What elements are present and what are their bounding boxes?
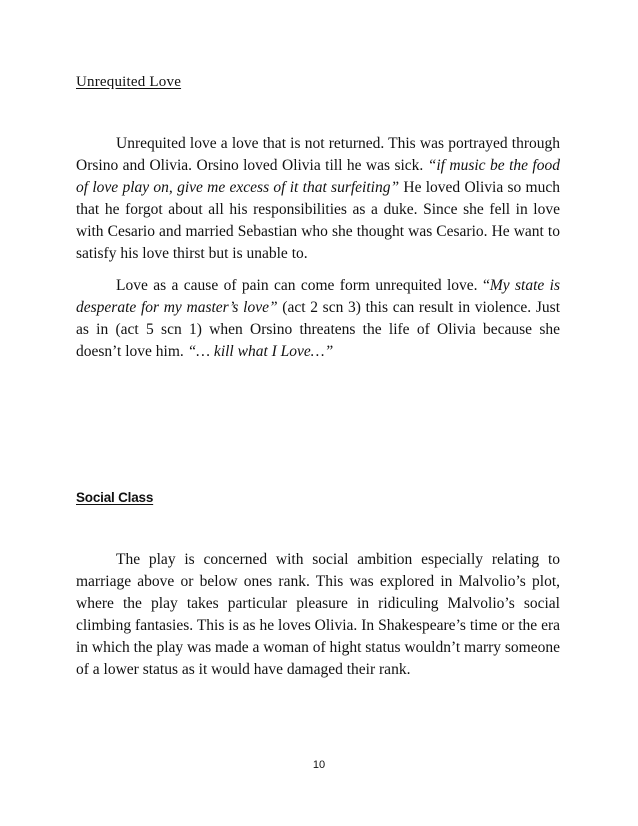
paragraph-text: The play is concerned with social ambition especially relating to marriage above or below ones rank. This was explored in Malvolio’s plot, where the play takes particular pleasure in ridiculing Malvolio’s social climbing fantasies. This is as he loves Olivia. In Shakespeare’s time or the era in which the play was made a woman of hight status wouldn’t marry someone of a lower status as it would have damaged their rank. <box>76 551 560 678</box>
paragraph-text: Love as a cause of pain can come form unrequited love. “ <box>116 277 490 294</box>
paragraph-text: He loved Olivia so much that he forgot about all his responsibilities as a duke. Since she fell in love with Cesario and married Sebastian who she thought was Cesario. He want to satisfy his love thirst but is unable to. <box>76 179 560 262</box>
paragraph-text: Unrequited love a love that is not returned. This was portrayed through Orsino and Olivia. Orsino loved Olivia till he was sick. <box>76 135 560 174</box>
paragraph-unrequited-love-1 <box>76 133 560 265</box>
section-heading-unrequited-love: Unrequited Love <box>76 74 182 90</box>
quote-text: My state is desperate for my master’s love” <box>76 277 561 316</box>
paragraph-text: (act 2 scn 3) this can result in violence. Just as in (act 5 scn 1) when Orsino threatens the life of Olivia because she doesn’t love him. <box>76 299 560 360</box>
section-heading-social-class: Social Class <box>76 490 154 505</box>
quote-text: “… kill what I Love…” <box>187 343 334 360</box>
quote-text: “if music be the food of love play on, give me excess of it that surfeiting” <box>76 157 560 196</box>
paragraph-unrequited-love-2 <box>76 275 560 363</box>
page-number: 10 <box>312 759 326 771</box>
paragraph-social-class-1 <box>76 549 560 681</box>
